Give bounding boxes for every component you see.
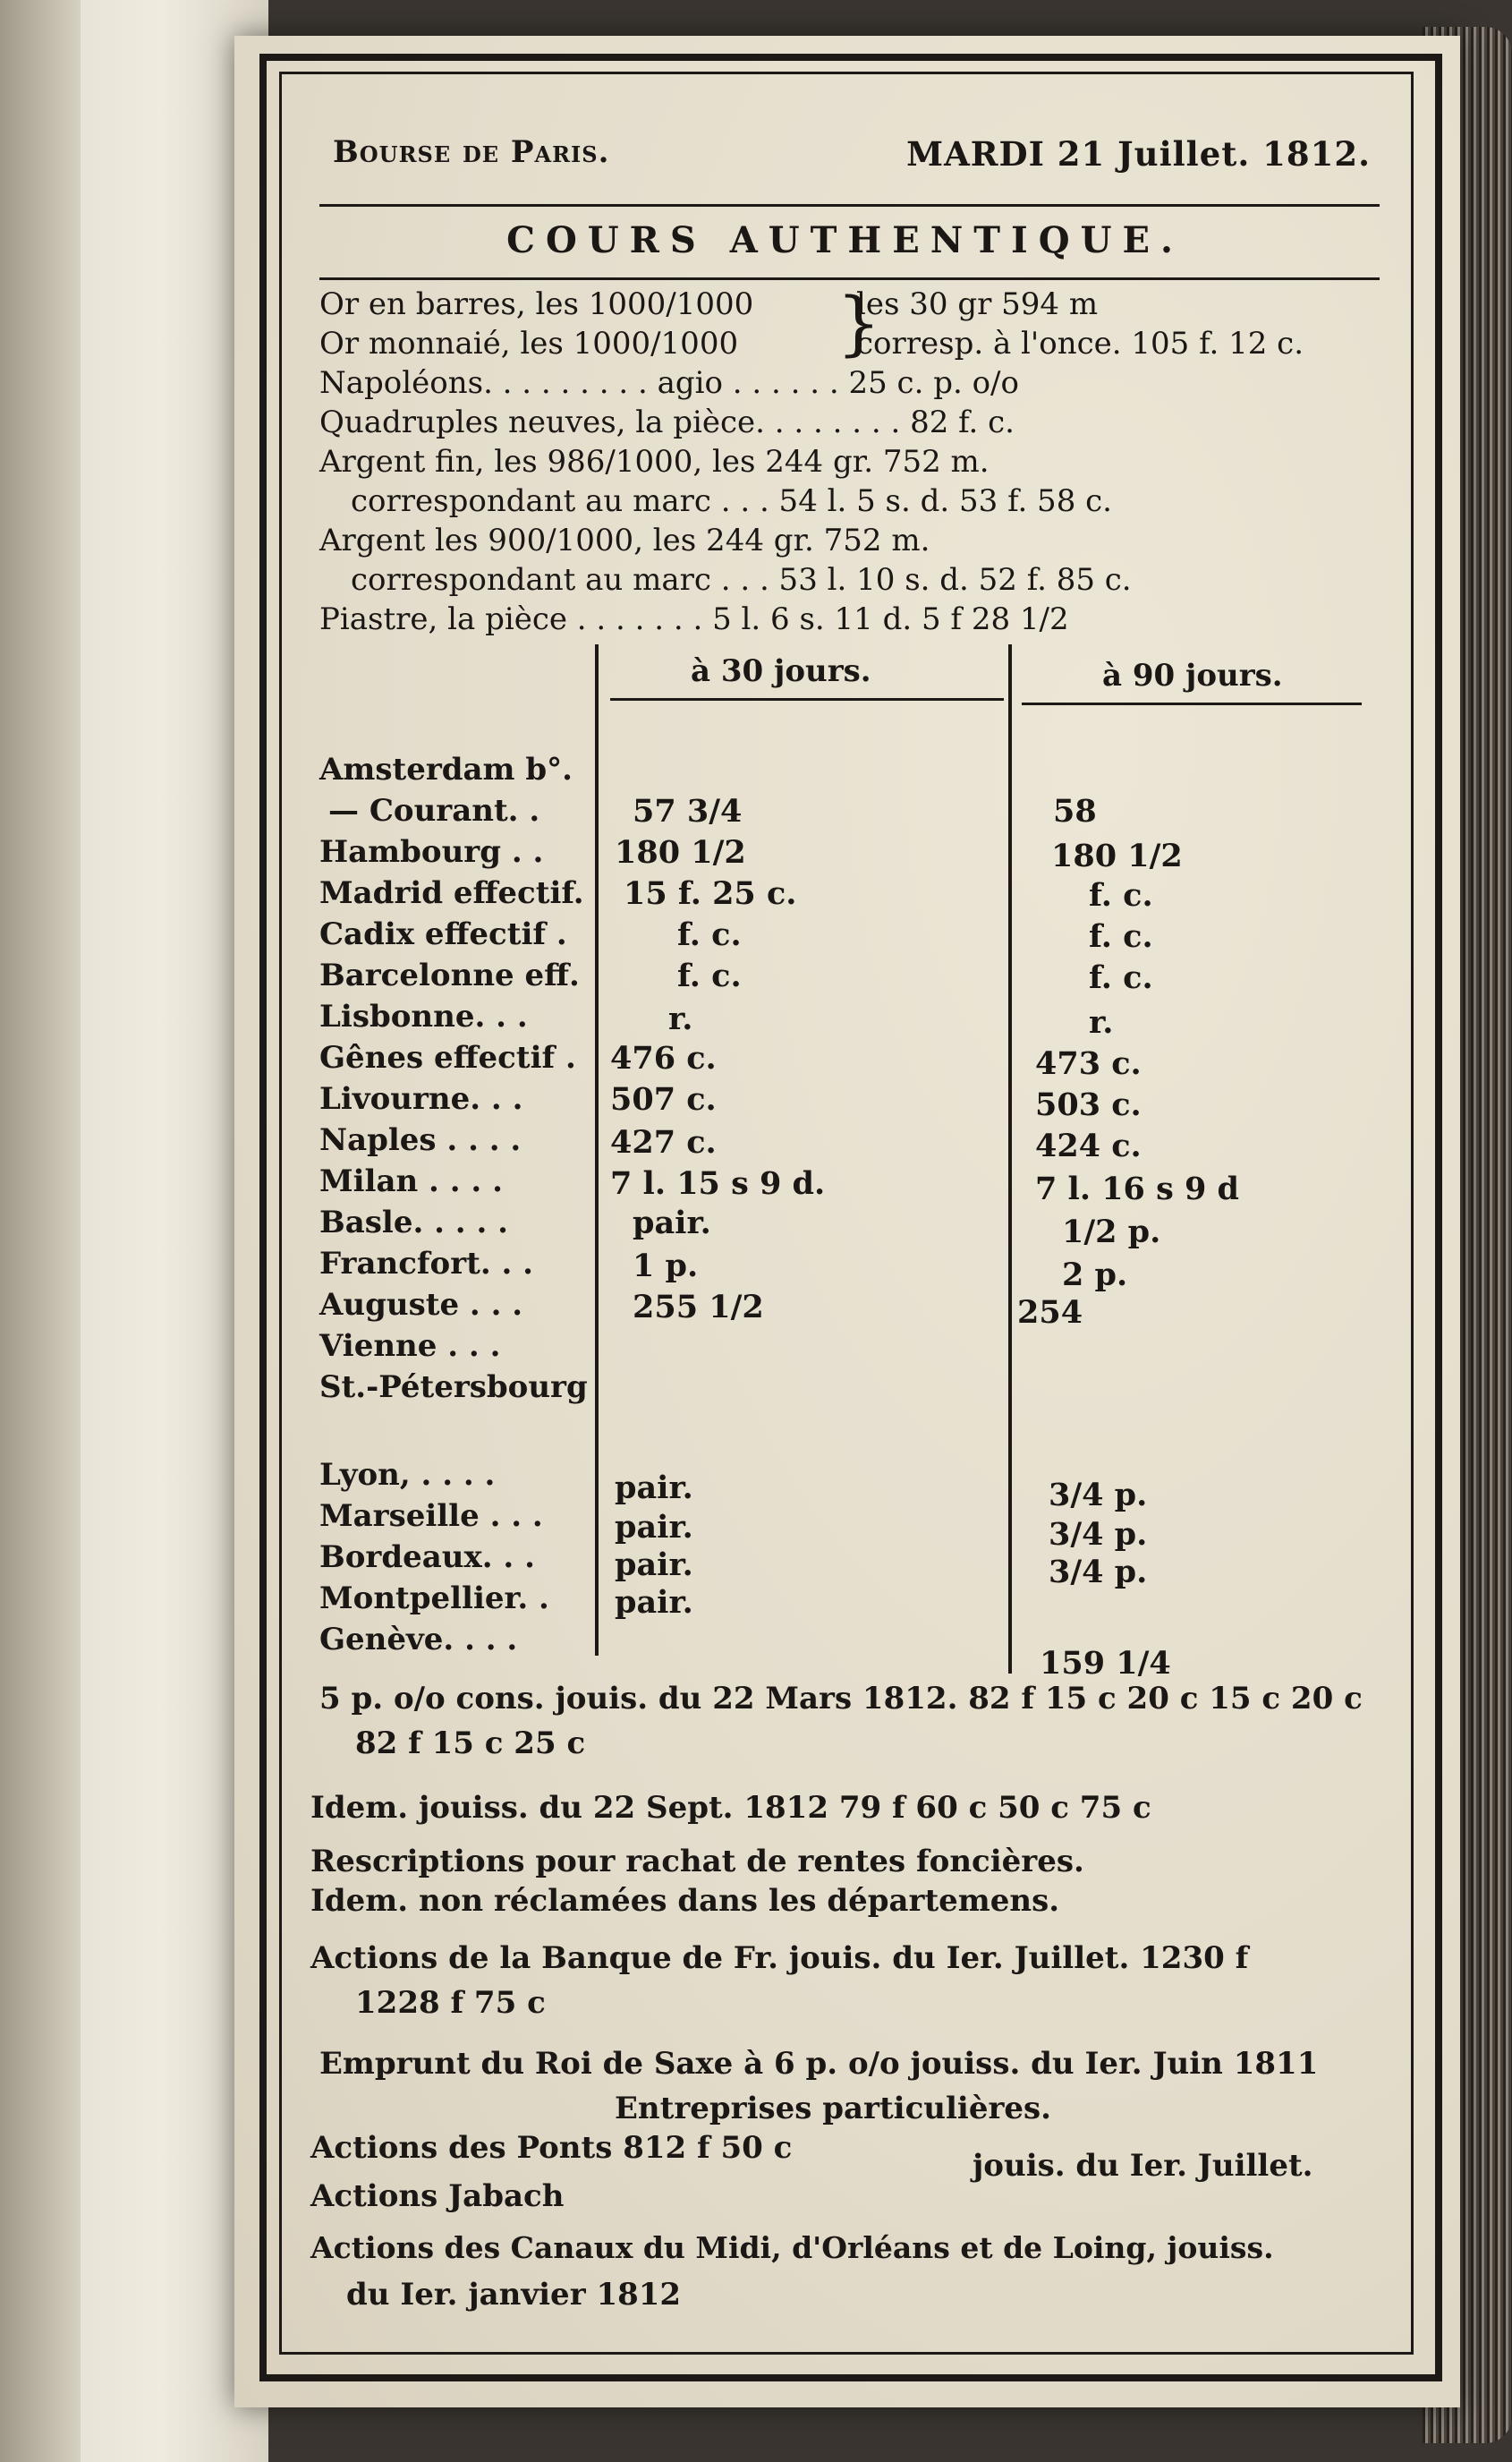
bourse-label: Bourse de Paris. xyxy=(333,134,610,170)
header-rule xyxy=(319,204,1380,207)
domestic-city: Bordeaux. . . xyxy=(319,1539,535,1575)
exchange-rate-90: 2 p. xyxy=(1062,1257,1128,1293)
rente-line-3: Idem. jouiss. du 22 Sept. 1812 79 f 60 c 50 c 75 c xyxy=(310,1790,1151,1826)
metal-line-8: correspondant au marc . . . 53 l. 10 s. d. 52 f. 85 c. xyxy=(351,562,1132,598)
domestic-rate-30: pair. xyxy=(615,1546,693,1583)
exchange-city: Milan . . . . xyxy=(319,1163,503,1199)
title-rule xyxy=(319,277,1380,280)
exchange-city: Basle. . . . . xyxy=(319,1205,508,1240)
issue-date: MARDI 21 Juillet. 1812. xyxy=(906,134,1371,174)
rente-line-13: Actions des Canaux du Midi, d'Orléans et de Loing, jouiss. xyxy=(310,2230,1274,2265)
metal-line-6: correspondant au marc . . . 54 l. 5 s. d. 53 f. 58 c. xyxy=(351,483,1112,519)
column-90-days: à 90 jours. xyxy=(1102,658,1283,694)
exchange-rate-90: f. c. xyxy=(1089,877,1153,914)
exchange-rate-30: 15 f. 25 c. xyxy=(624,875,797,912)
page-header xyxy=(333,134,1371,188)
rente-line-7: 1228 f 75 c xyxy=(355,1985,546,2021)
exchange-rate-30: 507 c. xyxy=(610,1081,717,1118)
brace-glyph: } xyxy=(837,284,881,364)
exchange-city: — Courant. . xyxy=(328,793,540,829)
exchange-city: Hambourg . . xyxy=(319,834,544,870)
metal-line-9: Piastre, la pièce . . . . . . . 5 l. 6 s. 11 d. 5 f 28 1/2 xyxy=(319,601,1069,637)
exchange-rate-90: 424 c. xyxy=(1035,1128,1142,1164)
exchange-rate-90: 1/2 p. xyxy=(1062,1214,1161,1250)
rente-line-2: 82 f 15 c 25 c xyxy=(355,1725,586,1761)
metal-line-4: Quadruples neuves, la pièce. . . . . . . . 82 f. c. xyxy=(319,405,1015,440)
exchange-rate-90: f. c. xyxy=(1089,959,1153,996)
exchange-city: Vienne . . . xyxy=(319,1328,501,1364)
exchange-city: Naples . . . . xyxy=(319,1122,522,1158)
column-divider-right xyxy=(1008,644,1012,1674)
exchange-city: St.-Pétersbourg xyxy=(319,1369,588,1405)
exchange-rate-90: 58 xyxy=(1053,793,1097,830)
exchange-city: Barcelonne eff. xyxy=(319,958,580,993)
metal-line-3: Napoléons. . . . . . . . . agio . . . . . . 25 c. p. o/o xyxy=(319,365,1019,401)
domestic-rate-90: 159 1/4 xyxy=(1040,1645,1171,1682)
exchange-rate-30: r. xyxy=(668,1001,693,1037)
rente-line-6: Actions de la Banque de Fr. jouis. du Ier. Juillet. 1230 f xyxy=(310,1940,1249,1976)
domestic-city: Montpellier. . xyxy=(319,1580,549,1616)
page-title: COURS AUTHENTIQUE. xyxy=(506,219,1184,261)
exchange-rate-30: 180 1/2 xyxy=(615,834,746,871)
exchange-city: Auguste . . . xyxy=(319,1287,523,1323)
domestic-rate-30: pair. xyxy=(615,1470,693,1506)
exchange-rate-90: f. c. xyxy=(1089,918,1153,955)
exchange-city: Madrid effectif. xyxy=(319,875,584,911)
exchange-city: Amsterdam b°. xyxy=(319,752,573,788)
metal-line-2-right: corresp. à l'once. 105 f. 12 c. xyxy=(856,326,1304,362)
exchange-city: Lisbonne. . . xyxy=(319,999,528,1035)
domestic-city: Marseille . . . xyxy=(319,1498,543,1534)
page-content xyxy=(302,89,1389,2345)
exchange-city: Cadix effectif . xyxy=(319,916,567,952)
exchange-city: Livourne. . . xyxy=(319,1081,523,1117)
exchange-rate-90: 503 c. xyxy=(1035,1086,1142,1123)
document-page xyxy=(234,36,1460,2407)
exchange-rate-30: 57 3/4 xyxy=(633,793,743,830)
exchange-rate-30: f. c. xyxy=(677,958,742,994)
exchange-rate-90: 473 c. xyxy=(1035,1045,1142,1082)
exchange-rate-30: 476 c. xyxy=(610,1040,717,1077)
rente-line-8: Emprunt du Roi de Saxe à 6 p. o/o jouiss. du Ier. Juin 1811 xyxy=(319,2046,1319,2082)
domestic-rate-30: pair. xyxy=(615,1509,693,1546)
metal-line-2: Or monnaié, les 1000/1000 xyxy=(319,326,739,362)
exchange-rate-90: 7 l. 16 s 9 d xyxy=(1035,1171,1239,1207)
rente-line-1: 5 p. o/o cons. jouis. du 22 Mars 1812. 82 f 15 c 20 c 15 c 20 c xyxy=(319,1681,1363,1717)
exchange-city: Francfort. . . xyxy=(319,1246,534,1282)
exchange-rate-30: 1 p. xyxy=(633,1248,699,1284)
column-divider-left xyxy=(595,644,599,1656)
metal-line-7: Argent les 900/1000, les 244 gr. 752 m. xyxy=(319,523,930,558)
exchange-rate-30: 427 c. xyxy=(610,1124,717,1161)
column-90-rule xyxy=(1022,703,1362,705)
rente-line-4: Rescriptions pour rachat de rentes foncières. xyxy=(310,1844,1084,1879)
domestic-city: Lyon, . . . . xyxy=(319,1457,496,1493)
exchange-rate-90: 254 xyxy=(1017,1294,1083,1331)
column-30-days: à 30 jours. xyxy=(691,653,871,689)
book-spine xyxy=(0,0,81,2462)
exchange-rate-30: 255 1/2 xyxy=(633,1289,764,1325)
rente-line-12: Actions Jabach xyxy=(310,2178,565,2214)
section-heading: Entreprises particulières. xyxy=(615,2091,1051,2126)
exchange-rate-90: 180 1/2 xyxy=(1051,838,1183,874)
domestic-rate-90: 3/4 p. xyxy=(1049,1554,1148,1590)
rente-line-11: jouis. du Ier. Juillet. xyxy=(973,2148,1313,2184)
exchange-rate-30: f. c. xyxy=(677,916,742,953)
domestic-rate-90: 3/4 p. xyxy=(1049,1516,1148,1553)
domestic-rate-30: pair. xyxy=(615,1584,693,1621)
metal-line-1: Or en barres, les 1000/1000 xyxy=(319,286,754,322)
exchange-rate-30: pair. xyxy=(633,1205,711,1241)
rente-line-10: Actions des Ponts 812 f 50 c xyxy=(310,2130,793,2166)
column-30-rule xyxy=(610,698,1004,701)
metal-line-5: Argent fin, les 986/1000, les 244 gr. 752 m. xyxy=(319,444,990,480)
domestic-city: Genève. . . . xyxy=(319,1622,518,1657)
exchange-rate-30: 7 l. 15 s 9 d. xyxy=(610,1165,826,1202)
rente-line-14: du Ier. janvier 1812 xyxy=(346,2277,682,2313)
exchange-city: Gênes effectif . xyxy=(319,1040,576,1076)
metal-line-1-right: les 30 gr 594 m xyxy=(856,286,1099,322)
domestic-rate-90: 3/4 p. xyxy=(1049,1477,1148,1513)
exchange-rate-90: r. xyxy=(1089,1004,1114,1041)
rente-line-5: Idem. non réclamées dans les départemens. xyxy=(310,1883,1060,1919)
